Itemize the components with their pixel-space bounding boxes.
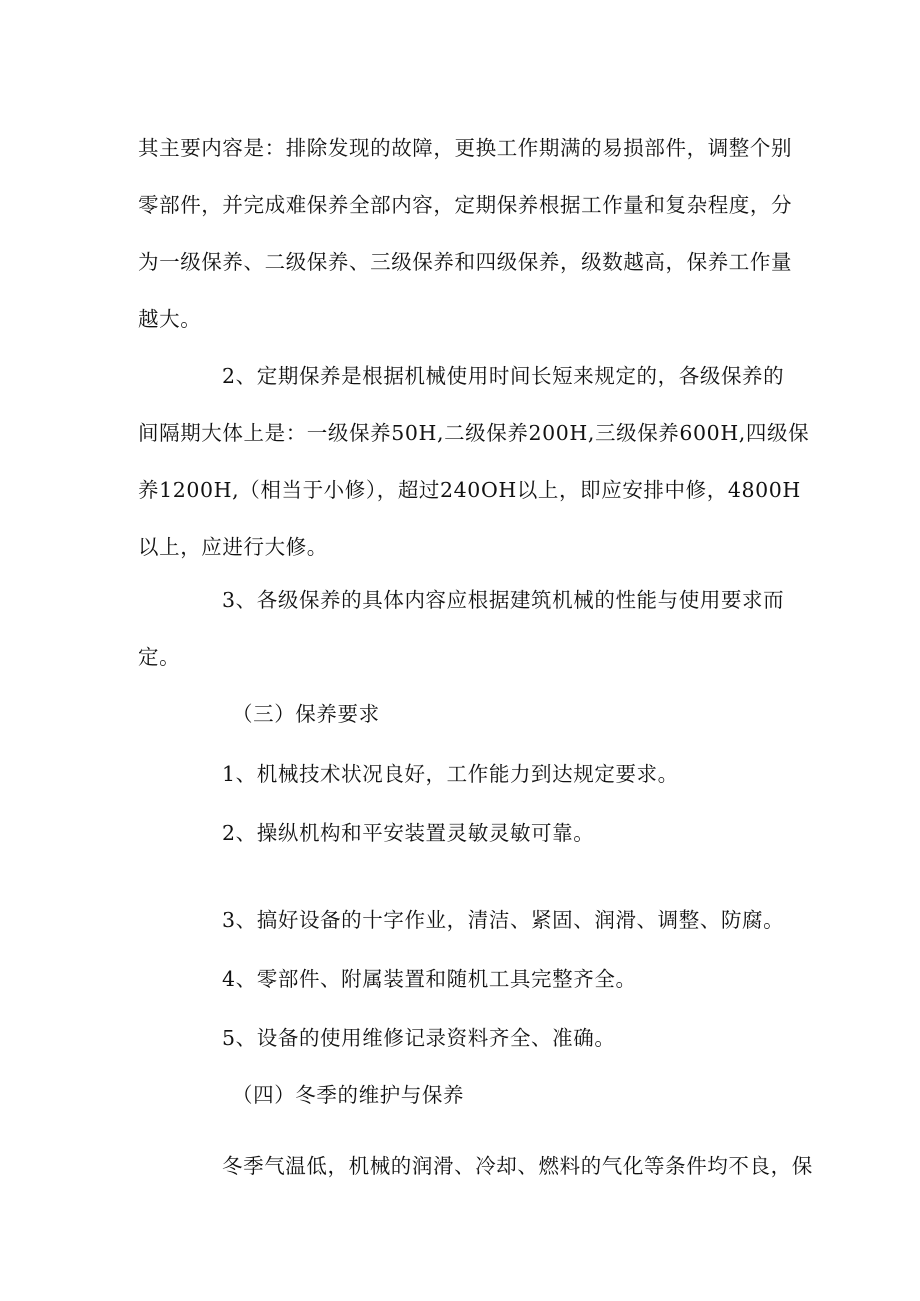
text-line: 3、各级保养的具体内容应根据建筑机械的性能与使用要求而 [222,588,785,612]
section-heading: （三）保养要求 [232,702,380,726]
section-heading: （四）冬季的维护与保养 [232,1083,465,1107]
text-line: 为一级保养、二级保养、三级保养和四级保养，级数越高，保养工作量 [138,250,793,274]
list-item: 4、零部件、附属装置和随机工具完整齐全。 [222,967,637,991]
text-line: 零部件，并完成难保养全部内容，定期保养根据工作量和复杂程度，分 [138,193,793,217]
list-item: 2、操纵机构和平安装置灵敏灵敏可靠。 [222,821,595,845]
list-item: 3、搞好设备的十字作业，清洁、紧固、润滑、调整、防腐。 [222,908,785,932]
text-line: 其主要内容是：排除发现的故障，更换工作期满的易损部件，调整个别 [138,136,793,160]
text-line: 以上，应进行大修。 [138,535,328,559]
list-item: 1、机械技术状况良好，工作能力到达规定要求。 [222,762,679,786]
list-item: 5、设备的使用维修记录资料齐全、准确。 [222,1026,616,1050]
text-line: 冬季气温低，机械的润滑、冷却、燃料的气化等条件均不良，保 [222,1154,813,1178]
text-line: 间隔期大体上是：一级保养50H,二级保养200H,三级保养600H,四级保 [138,421,810,445]
text-line: 定。 [138,645,181,669]
text-line: 养1200H,（相当于小修），超过240OH以上，即应安排中修，4800H [138,478,801,502]
text-line: 2、定期保养是根据机械使用时间长短来规定的，各级保养的 [222,364,785,388]
text-line: 越大。 [138,307,202,331]
